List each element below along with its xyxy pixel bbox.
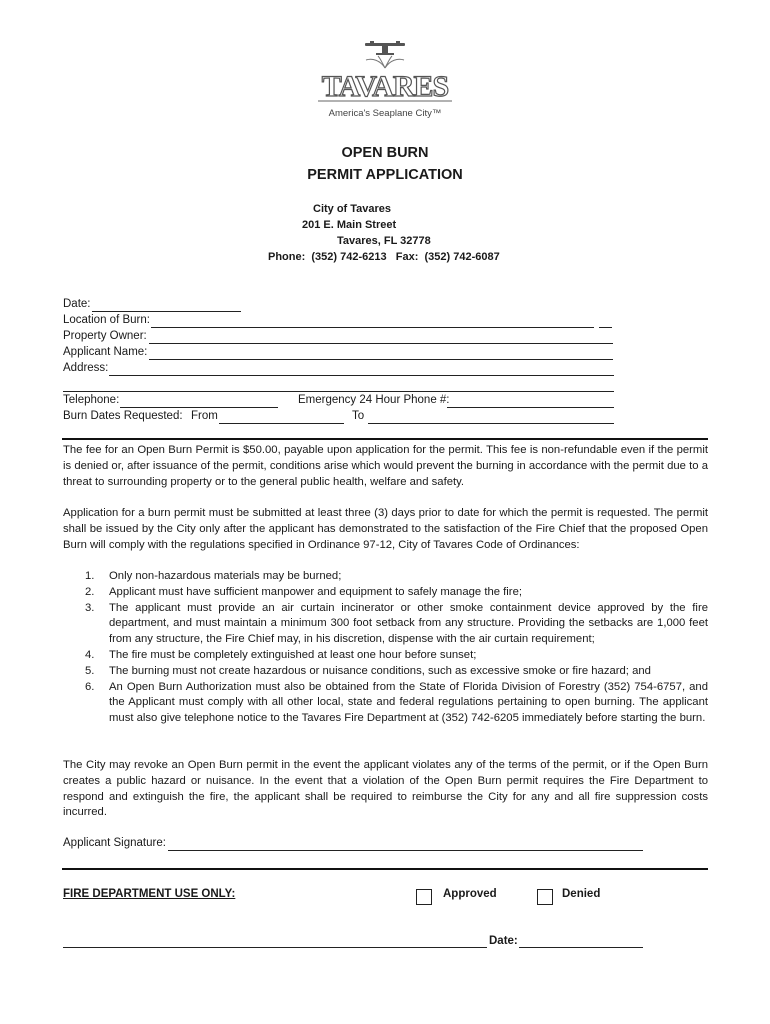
from-line[interactable] (219, 423, 344, 424)
applicant-line[interactable] (149, 359, 613, 360)
list-item (63, 664, 708, 680)
date-field[interactable] (63, 298, 91, 313)
to-label: To (352, 410, 365, 422)
address-field[interactable] (63, 362, 108, 377)
emergency-label: Emergency 24 Hour Phone #: (298, 394, 450, 406)
list-item-number: 4. (85, 648, 95, 661)
address-line-2[interactable] (63, 391, 614, 392)
seaplane-logo-icon (310, 40, 460, 110)
denied-label: Denied (562, 888, 601, 900)
location-line[interactable] (151, 327, 594, 328)
signature-line[interactable] (168, 850, 643, 851)
city-state-zip: Tavares, FL 32778 (337, 235, 431, 247)
owner-line[interactable] (149, 343, 613, 344)
org-name: City of Tavares (313, 203, 392, 215)
revocation-paragraph: The City may revoke an Open Burn permit in the event the applicant violates any of the terms of the permit, or if the Open Burn creates a public hazard or nuisance. In the event that a violation of the Open Burn permit requires the Fire Department to respond and extinguish the fire, the applicant shall be required to reimburse the City for any and all fire suppression costs incurred. (63, 759, 708, 819)
date-label: Date: (63, 298, 91, 310)
list-item (63, 680, 708, 727)
list-item-number: 5. (85, 664, 95, 677)
fire-dept-label: FIRE DEPARTMENT USE ONLY: (63, 888, 236, 900)
date-line[interactable] (92, 311, 241, 312)
tavares-logo (310, 40, 460, 120)
location-label: Location of Burn: (63, 314, 150, 326)
list-item-text: Applicant must have sufficient manpower and equipment to safely manage the fire; (109, 585, 522, 598)
title-line-1: OPEN BURN (341, 145, 429, 161)
title-line-2: PERMIT APPLICATION (307, 167, 463, 183)
list-item-number: 1. (85, 570, 95, 582)
phone-fax: Phone: (352) 742-6213 Fax: (352) 742-6087 (268, 251, 500, 263)
signature-field[interactable] (63, 837, 166, 852)
section-divider-bottom (62, 868, 708, 870)
telephone-label: Telephone: (63, 394, 120, 406)
authorized-signature-line[interactable] (63, 947, 487, 948)
approved-label: Approved (443, 888, 497, 900)
street-address: 201 E. Main Street (302, 219, 397, 231)
emergency-line[interactable] (447, 407, 614, 408)
list-item (63, 585, 708, 601)
denied-checkbox[interactable] (537, 889, 553, 905)
approved-checkbox[interactable] (416, 889, 432, 905)
location-line-extra[interactable] (599, 327, 612, 328)
to-field[interactable] (352, 410, 364, 425)
telephone-line[interactable] (120, 407, 278, 408)
list-item (63, 648, 708, 664)
list-item-text: The burning must not create hazardous or nuisance conditions, such as excessive smoke or fire hazard; and (109, 664, 651, 677)
address-label: Address: (63, 362, 109, 374)
list-item-number: 6. (85, 680, 95, 693)
list-item (63, 569, 708, 585)
emergency-phone-field[interactable] (298, 394, 450, 409)
owner-label: Property Owner: (63, 330, 147, 342)
signature-label: Applicant Signature: (63, 837, 166, 849)
owner-field[interactable] (63, 330, 147, 345)
list-item-text: The applicant must provide an air curtain incinerator or other smoke containment device approved by the fire department, and must maintain a minimum 300 foot setback from any structure. Providing the setbacks are 1,000 feet from any structure, the Fire Chief may, in his discretion, dispense with the air curtain requirement; (109, 601, 708, 646)
logo-tagline: America's Seaplane City™ (328, 108, 442, 119)
application-paragraph: Application for a burn permit must be submitted at least three (3) days prior to date for which the permit is requested. The permit shall be issued by the City only after the applicant has demonstrated to the satisfaction of the Fire Chief that the proposed Open Burn will comply with the regulations specified in Ordinance 97-12, City of Tavares Code of Ordinances: (63, 507, 708, 551)
applicant-label: Applicant Name: (63, 346, 148, 358)
requirements-list (63, 569, 708, 727)
location-field[interactable] (63, 314, 150, 329)
list-item-text: The fire must be completely extinguished at least one hour before sunset; (109, 648, 477, 661)
list-item (63, 601, 708, 648)
fd-date-line[interactable] (519, 947, 643, 948)
list-item-text: An Open Burn Authorization must also be obtained from the State of Florida Division of Forestry (352) 754-6757, and the Applicant must comply with all other local, state and federal regulations pertaining to open burning. The applicant must also give telephone notice to the Tavares Fire Department at (352) 742-6205 immediately before starting the burn. (109, 680, 708, 725)
list-item-number: 3. (85, 601, 95, 614)
list-item-text: Only non-hazardous materials may be burned; (109, 570, 342, 582)
address-line[interactable] (109, 375, 614, 376)
from-field[interactable] (191, 410, 218, 425)
burn-dates-label: Burn Dates Requested: (63, 410, 183, 422)
burn-dates-field[interactable] (63, 410, 183, 425)
fd-date-label: Date: (489, 935, 518, 947)
fee-paragraph: The fee for an Open Burn Permit is $50.00, payable upon application for the permit. This fee is non-refundable even if the permit is denied or, after issuance of the permit, conditions arise which would prevent the burning in accordance with the permit due to a threat to surrounding property or to the general public health, welfare and safety. (63, 444, 708, 488)
svg-text:TAVARES: TAVARES (321, 70, 449, 103)
to-line[interactable] (368, 423, 614, 424)
telephone-field[interactable] (63, 394, 119, 409)
from-label: From (191, 410, 218, 422)
applicant-field[interactable] (63, 346, 147, 361)
list-item-number: 2. (85, 585, 95, 598)
section-divider-top (62, 438, 708, 440)
